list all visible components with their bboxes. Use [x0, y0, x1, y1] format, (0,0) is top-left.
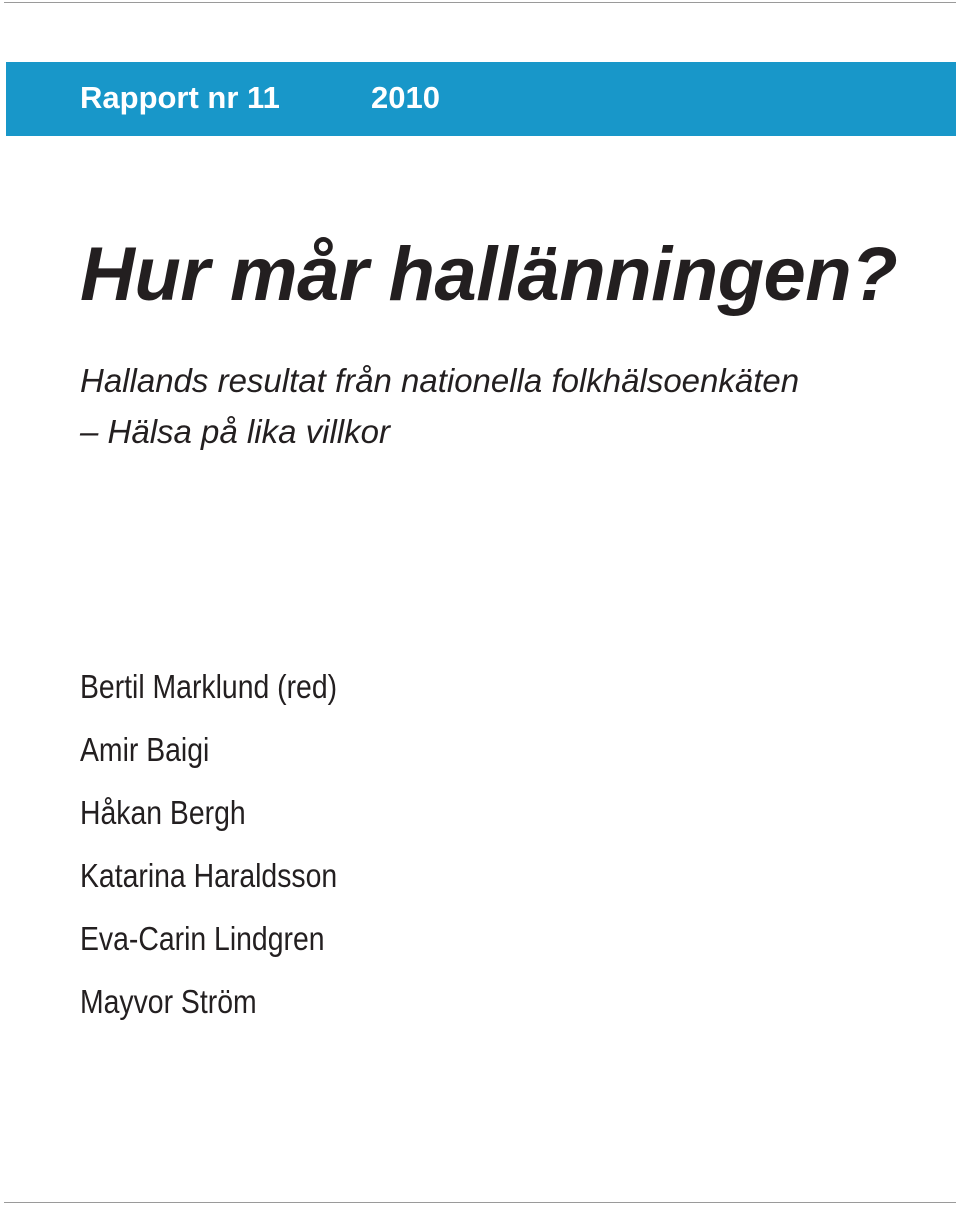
author-item: Katarina Haraldsson — [80, 857, 338, 894]
subtitle-line-1: Hallands resultat från nationella folkhälsoenkäten — [80, 362, 800, 399]
subtitle-line-2: – Hälsa på lika villkor — [80, 413, 390, 450]
page-title: Hur mår hallänningen? — [80, 232, 898, 317]
author-item: Mayvor Ström — [80, 983, 257, 1020]
author-list — [80, 655, 379, 1033]
author-item: Eva-Carin Lindgren — [80, 920, 325, 957]
author-item: Håkan Bergh — [80, 794, 246, 831]
top-rule — [4, 2, 956, 3]
author-item: Bertil Marklund (red) — [80, 668, 338, 705]
report-year: 2010 — [371, 80, 440, 115]
author-item: Amir Baigi — [80, 731, 210, 768]
report-number: Rapport nr 11 — [80, 80, 280, 115]
bottom-rule — [4, 1202, 956, 1203]
